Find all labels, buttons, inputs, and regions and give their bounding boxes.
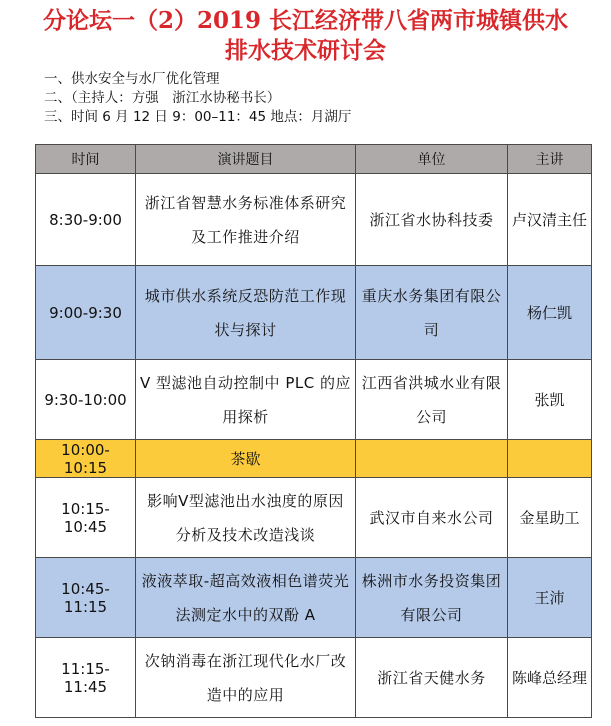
schedule-table	[35, 144, 592, 718]
table-row	[36, 174, 592, 266]
row-unit: 浙江省天健水务	[356, 638, 508, 718]
row-topic: V 型滤池自动控制中 PLC 的应用探析	[136, 360, 356, 440]
row-unit: 株洲市水务投资集团有限公司	[356, 558, 508, 638]
table-row	[36, 360, 592, 440]
row-topic: 茶歇	[136, 440, 356, 478]
table-header-row	[36, 145, 592, 174]
row-time: 11:15-11:45	[36, 638, 136, 718]
row-time: 10:00-10:15	[36, 440, 136, 478]
table-row	[36, 638, 592, 718]
row-speaker	[508, 440, 592, 478]
title-line-2: 排水技术研讨会	[225, 37, 386, 64]
row-time: 10:45-11:15	[36, 558, 136, 638]
info-host: 二、（主持人：方强 浙江水协秘书长）	[44, 90, 281, 106]
header-unit: 单位	[356, 145, 508, 174]
table-row	[36, 558, 592, 638]
header-time: 时间	[36, 145, 136, 174]
row-unit: 武汉市自来水公司	[356, 478, 508, 558]
table-row-break	[36, 440, 592, 478]
row-speaker: 张凯	[508, 360, 592, 440]
table-row	[36, 266, 592, 360]
row-unit: 重庆水务集团有限公司	[356, 266, 508, 360]
row-topic: 浙江省智慧水务标准体系研究及工作推进介绍	[136, 174, 356, 266]
row-unit	[356, 440, 508, 478]
row-topic: 液液萃取-超高效液相色谱荧光法测定水中的双酚 A	[136, 558, 356, 638]
row-speaker: 王沛	[508, 558, 592, 638]
row-speaker: 杨仁凯	[508, 266, 592, 360]
row-speaker: 陈峰总经理	[508, 638, 592, 718]
row-time: 8:30-9:00	[36, 174, 136, 266]
table-row	[36, 478, 592, 558]
page-title	[0, 6, 611, 66]
header-speaker: 主讲	[508, 145, 592, 174]
title-line-1: 分论坛一（2）2019 长江经济带八省两市城镇供水	[42, 7, 569, 34]
row-unit: 江西省洪城水业有限公司	[356, 360, 508, 440]
row-time: 9:30-10:00	[36, 360, 136, 440]
row-unit: 浙江省水协科技委	[356, 174, 508, 266]
row-time: 9:00-9:30	[36, 266, 136, 360]
info-topic: 一、供水安全与水厂优化管理	[44, 71, 220, 87]
header-topic: 演讲题目	[136, 145, 356, 174]
row-topic: 影响V型滤池出水浊度的原因分析及技术改造浅谈	[136, 478, 356, 558]
row-topic: 次钠消毒在浙江现代化水厂改造中的应用	[136, 638, 356, 718]
info-time-location: 三、时间 6 月 12 日 9：00–11：45 地点：月湖厅	[44, 109, 352, 125]
session-info	[44, 70, 351, 127]
row-topic: 城市供水系统反恐防范工作现状与探讨	[136, 266, 356, 360]
row-speaker: 卢汉清主任	[508, 174, 592, 266]
row-time: 10:15-10:45	[36, 478, 136, 558]
row-speaker: 金星助工	[508, 478, 592, 558]
